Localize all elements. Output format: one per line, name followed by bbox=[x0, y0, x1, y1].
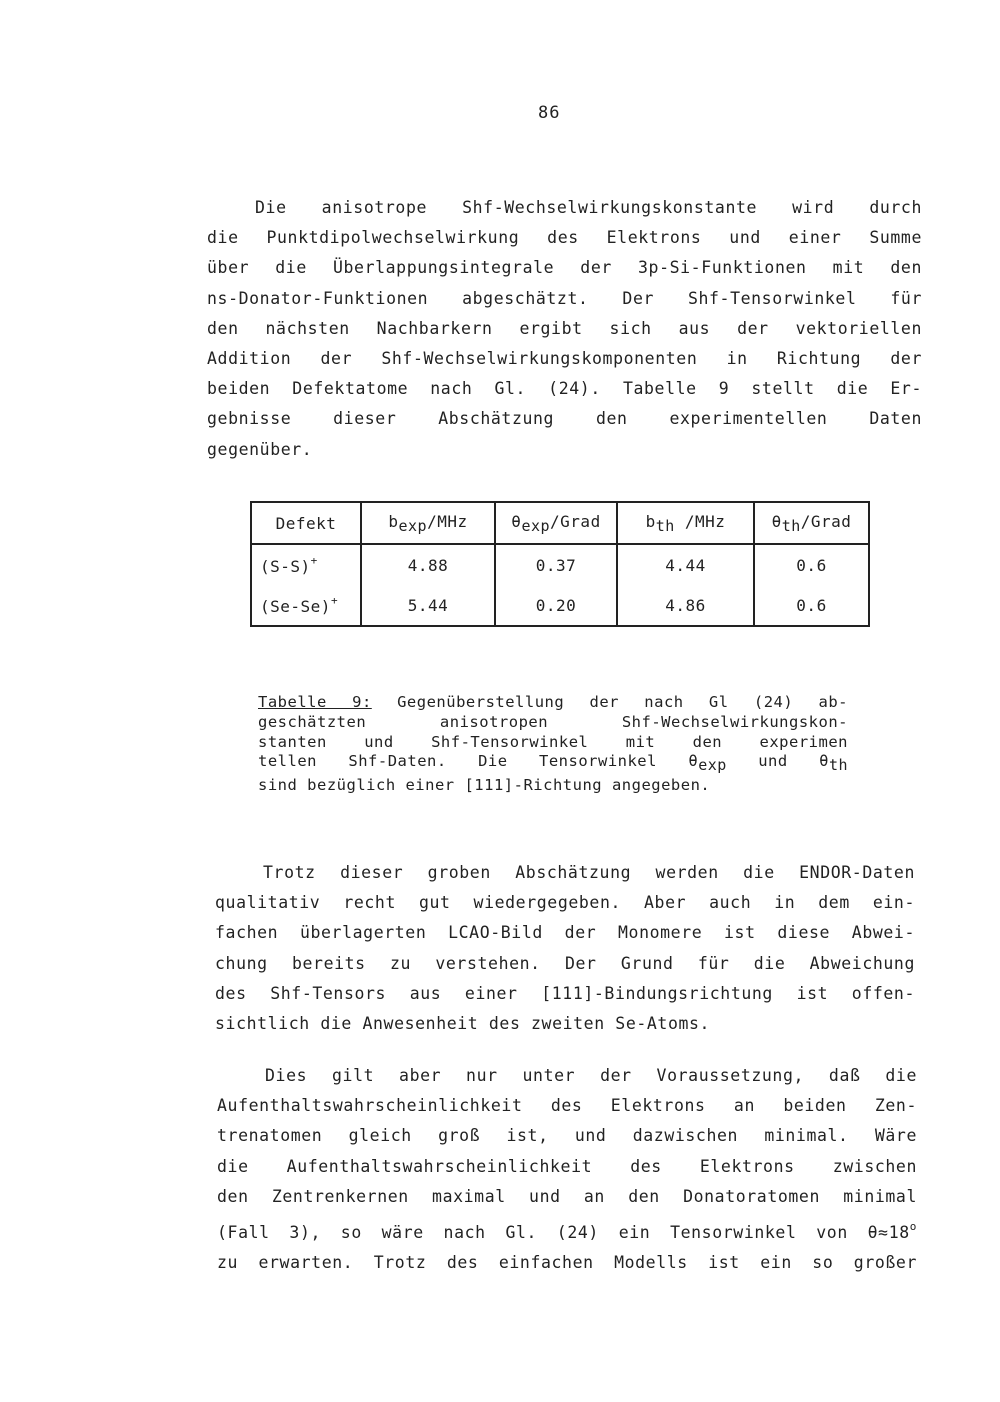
text-line: Dies gilt aber nur unter der Voraussetzung, daß die bbox=[265, 1066, 917, 1085]
text-line: trenatomen gleich groß ist, und dazwischen minimal. Wäre bbox=[217, 1126, 917, 1146]
header-b-exp: $b_{exp}$/MHz bbox=[361, 502, 495, 544]
cell-b-th: 4.44 bbox=[617, 544, 754, 585]
table-caption bbox=[258, 693, 848, 796]
text-line: Addition der Shf-Wechselwirkungskomponenten in Richtung der bbox=[207, 349, 922, 369]
table-row bbox=[251, 544, 869, 585]
caption-line: Tabelle 9: Gegenüberstellung der nach Gl (24) ab- bbox=[258, 693, 848, 711]
text-line: sichtlich die Anwesenheit des zweiten Se-Atoms. bbox=[215, 1014, 711, 1034]
header-defekt: Defekt bbox=[251, 502, 361, 544]
text-line: über die Überlappungsintegrale der 3p-Si-Funktionen mit den bbox=[207, 258, 922, 278]
caption-label: Tabelle 9: bbox=[258, 693, 372, 711]
header-theta-th: $\theta_{th}$/Grad bbox=[754, 502, 869, 544]
cell-defekt: (S-S)+ bbox=[251, 544, 361, 585]
text-line: gegenüber. bbox=[207, 439, 313, 459]
text-line: gebnisse dieser Abschätzung den experimentellen Daten bbox=[207, 409, 922, 429]
text-line: qualitativ recht gut wiedergegeben. Aber auch in dem ein- bbox=[215, 893, 915, 913]
paragraph-intro bbox=[207, 193, 922, 465]
text-line: die Aufenthaltswahrscheinlichkeit des Elektrons zwischen bbox=[217, 1156, 917, 1176]
page-number: 86 bbox=[538, 103, 561, 123]
table-row bbox=[251, 585, 869, 626]
text-line: zu erwarten. Trotz des einfachen Modells ist ein so großer bbox=[217, 1253, 917, 1273]
paragraph-assessment bbox=[215, 858, 915, 1039]
cell-theta-th: 0.6 bbox=[754, 585, 869, 626]
cell-theta-exp: 0.20 bbox=[495, 585, 617, 626]
paragraph-condition bbox=[217, 1061, 917, 1278]
text-line: (Fall 3), so wäre nach Gl. (24) ein Tensorwinkel von $\theta\approx 18^o$ bbox=[217, 1220, 917, 1243]
text-line: Trotz dieser groben Abschätzung werden die ENDOR-Daten bbox=[263, 863, 915, 882]
caption-line: stanten und Shf-Tensorwinkel mit den experimen bbox=[258, 732, 848, 751]
text-line: ns-Donator-Funktionen abgeschätzt. Der Shf-Tensorwinkel für bbox=[207, 288, 922, 308]
cell-theta-exp: 0.37 bbox=[495, 544, 617, 585]
results-table bbox=[250, 501, 870, 627]
text-line: den Zentrenkernen maximal und an den Donatoratomen minimal bbox=[217, 1186, 917, 1206]
text-line: Die anisotrope Shf-Wechselwirkungskonstante wird durch bbox=[255, 198, 922, 217]
table-header-row bbox=[251, 502, 869, 544]
cell-b-th: 4.86 bbox=[617, 585, 754, 626]
text-line: die Punktdipolwechselwirkung des Elektrons und einer Summe bbox=[207, 228, 922, 248]
text-line: chung bereits zu verstehen. Der Grund für die Abweichung bbox=[215, 953, 915, 973]
text-line: beiden Defektatome nach Gl. (24). Tabelle 9 stellt die Er- bbox=[207, 379, 922, 399]
text-line: den nächsten Nachbarkern ergibt sich aus der vektoriellen bbox=[207, 318, 922, 338]
header-b-th: $b_{th}$ /MHz bbox=[617, 502, 754, 544]
text-line: des Shf-Tensors aus einer [111]-Bindungsrichtung ist offen- bbox=[215, 983, 915, 1003]
cell-defekt: (Se-Se)+ bbox=[251, 585, 361, 626]
header-theta-exp: $\theta_{exp}$/Grad bbox=[495, 502, 617, 544]
cell-b-exp: 4.88 bbox=[361, 544, 495, 585]
text-line: Aufenthaltswahrscheinlichkeit des Elektrons an beiden Zen- bbox=[217, 1096, 917, 1116]
cell-theta-th: 0.6 bbox=[754, 544, 869, 585]
caption-line: tellen Shf-Daten. Die Tensorwinkel $\theta_{exp}$ und $\theta_{th}$ bbox=[258, 752, 848, 775]
caption-line: sind bezüglich einer [111]-Richtung angegeben. bbox=[258, 776, 711, 795]
caption-line: geschätzten anisotropen Shf-Wechselwirkungskon- bbox=[258, 712, 848, 731]
text-line: fachen überlagerten LCAO-Bild der Monomere ist diese Abwei- bbox=[215, 923, 915, 943]
cell-b-exp: 5.44 bbox=[361, 585, 495, 626]
